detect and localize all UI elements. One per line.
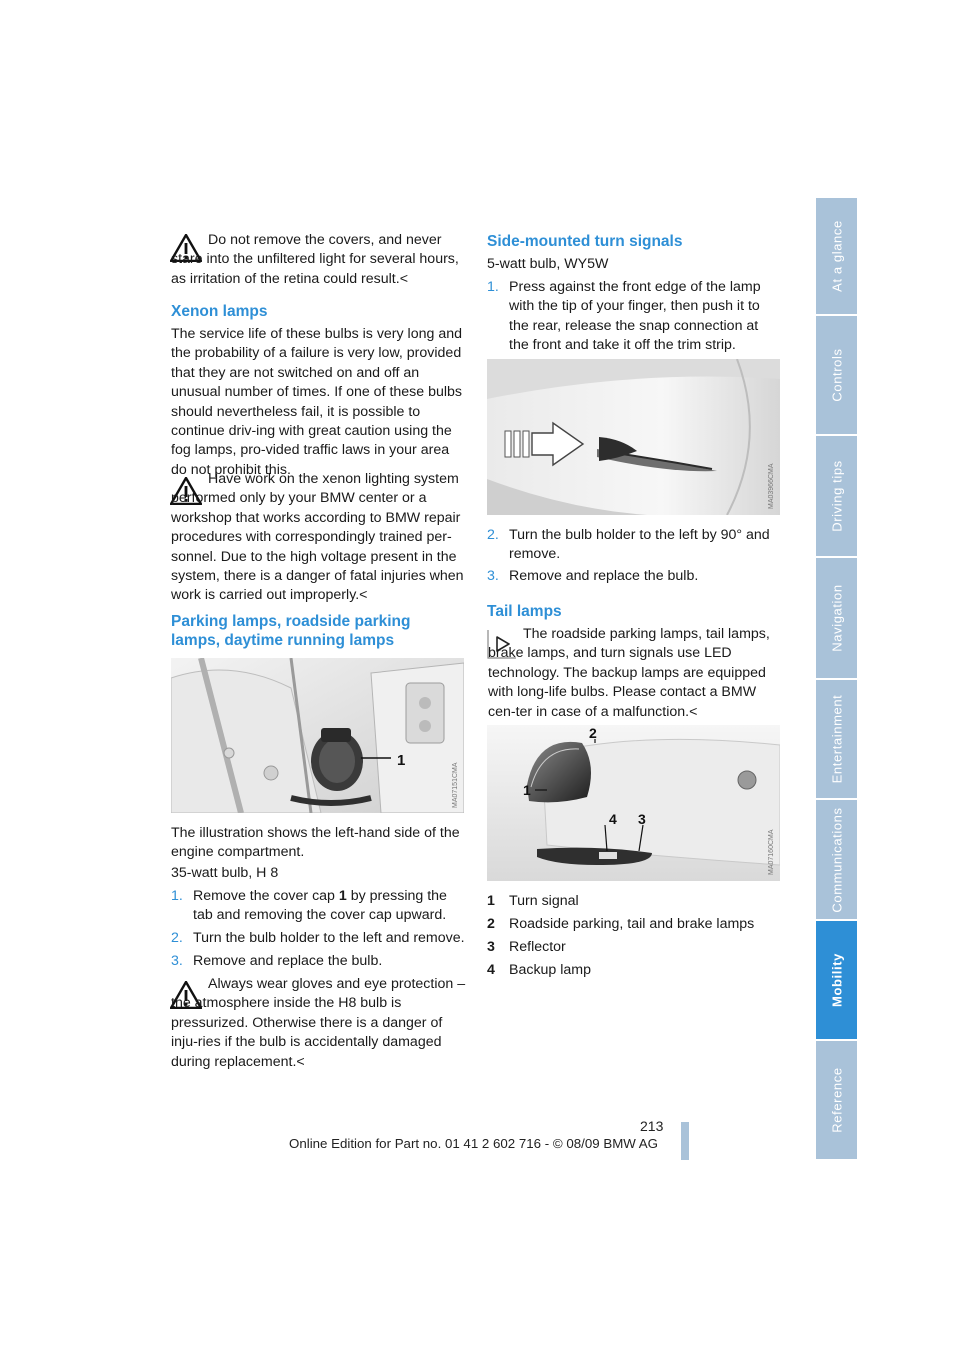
legend-item: 4 Backup lamp	[487, 962, 592, 978]
callout-2: 2	[589, 725, 597, 741]
tab-mobility[interactable]: Mobility	[816, 921, 857, 1039]
list-item: 3. Remove and replace the bulb.	[487, 568, 699, 584]
bulb-spec: 35-watt bulb, H 8	[171, 865, 279, 881]
side-turn-signal-photo	[487, 359, 780, 515]
image-code: MA07151CMA	[452, 762, 459, 808]
engine-compartment-photo	[171, 658, 464, 813]
section-heading-tail-lamps: Tail lamps	[487, 603, 562, 620]
engine-compartment-illustration	[171, 658, 464, 813]
end-mark: <	[296, 1053, 305, 1070]
warning-text: Do not remove the covers, and never stare into the unfiltered light for several hours, as irritation of the retina could result.	[171, 232, 459, 287]
illustration-note: The illustration shows the left-hand side of the engine compartment.	[171, 825, 460, 861]
list-item: 1. Remove the cover cap 1 by pressing the tab and removing the cover cap upward.	[171, 888, 447, 924]
legend-item: 2 Roadside parking, tail and brake lamps	[487, 916, 755, 932]
list-item: 3. Remove and replace the bulb.	[171, 953, 383, 969]
warning-text: Always wear gloves and eye protection – the atmosphere inside the H8 bulb is pressurized. Otherwise there is a danger of inju-ries if the bulb is accidentally damaged during replacement.	[171, 976, 466, 1070]
page-number: 213	[640, 1118, 664, 1134]
section-heading-xenon: Xenon lamps	[171, 303, 268, 320]
image-code: MA03966CMA	[768, 463, 775, 509]
side-bulb-spec: 5-watt bulb, WY5W	[487, 256, 609, 272]
tab-driving-tips[interactable]: Driving tips	[816, 436, 857, 556]
section-heading-side-turn-signals: Side-mounted turn signals	[487, 233, 683, 250]
tab-communications[interactable]: Communications	[816, 800, 857, 919]
image-code: MA07160CMA	[768, 829, 775, 875]
end-mark: <	[689, 703, 698, 720]
end-mark: <	[399, 270, 408, 287]
tail-lamps-illustration	[487, 725, 780, 881]
list-item: 2. Turn the bulb holder to the left by 90° and remove.	[487, 527, 770, 563]
xenon-paragraph: The service life of these bulbs is very long and the probability of a failure is very low, provided that they are not switched on and off an unusual number of times. If one of these bulbs should nevertheless fail, it is possible to continue driv-ing with great caution using the fog lamps, pro-vided traffic laws in your area do not prohibit this.	[171, 326, 463, 478]
callout-4: 4	[609, 811, 617, 827]
legend-item: 3 Reflector	[487, 939, 566, 955]
tab-controls[interactable]: Controls	[816, 316, 857, 434]
note-text: The roadside parking lamps, tail lamps, brake lamps, and turn signals use LED technology. The backup lamps are equipped with long-life bulbs. Please contact a BMW cen-ter in case of a malfunction.	[488, 626, 770, 720]
side-turn-signal-illustration	[487, 359, 780, 515]
warning-text: Have work on the xenon lighting system performed only by your BMW center or a workshop that works according to BMW repair procedures with correspondingly trained per-sonnel. Due to the high voltage present in the system, there is a danger of fatal injuries when work is carried out improperly.	[171, 471, 464, 604]
callout-1: 1	[523, 782, 531, 798]
tab-navigation[interactable]: Navigation	[816, 558, 857, 678]
section-heading-parking: Parking lamps, roadside parking lamps, daytime running lamps	[171, 613, 411, 649]
tab-at-a-glance[interactable]: At a glance	[816, 198, 857, 314]
tab-entertainment[interactable]: Entertainment	[816, 680, 857, 798]
tab-reference[interactable]: Reference	[816, 1041, 857, 1159]
legend-item: 1 Turn signal	[487, 893, 579, 909]
callout-1: 1	[397, 752, 406, 769]
list-item: 2. Turn the bulb holder to the left and remove.	[171, 930, 465, 946]
list-item: 1. Press against the front edge of the lamp with the tip of your finger, then push it to the rear, release the snap connection at the front and take it off the trim strip.	[487, 279, 761, 354]
tail-lamps-photo	[487, 725, 780, 881]
footer-accent-bar	[681, 1122, 689, 1160]
end-mark: <	[359, 587, 368, 604]
edition-line: Online Edition for Part no. 01 41 2 602 716 - © 08/09 BMW AG	[289, 1136, 659, 1151]
callout-3: 3	[638, 811, 646, 827]
